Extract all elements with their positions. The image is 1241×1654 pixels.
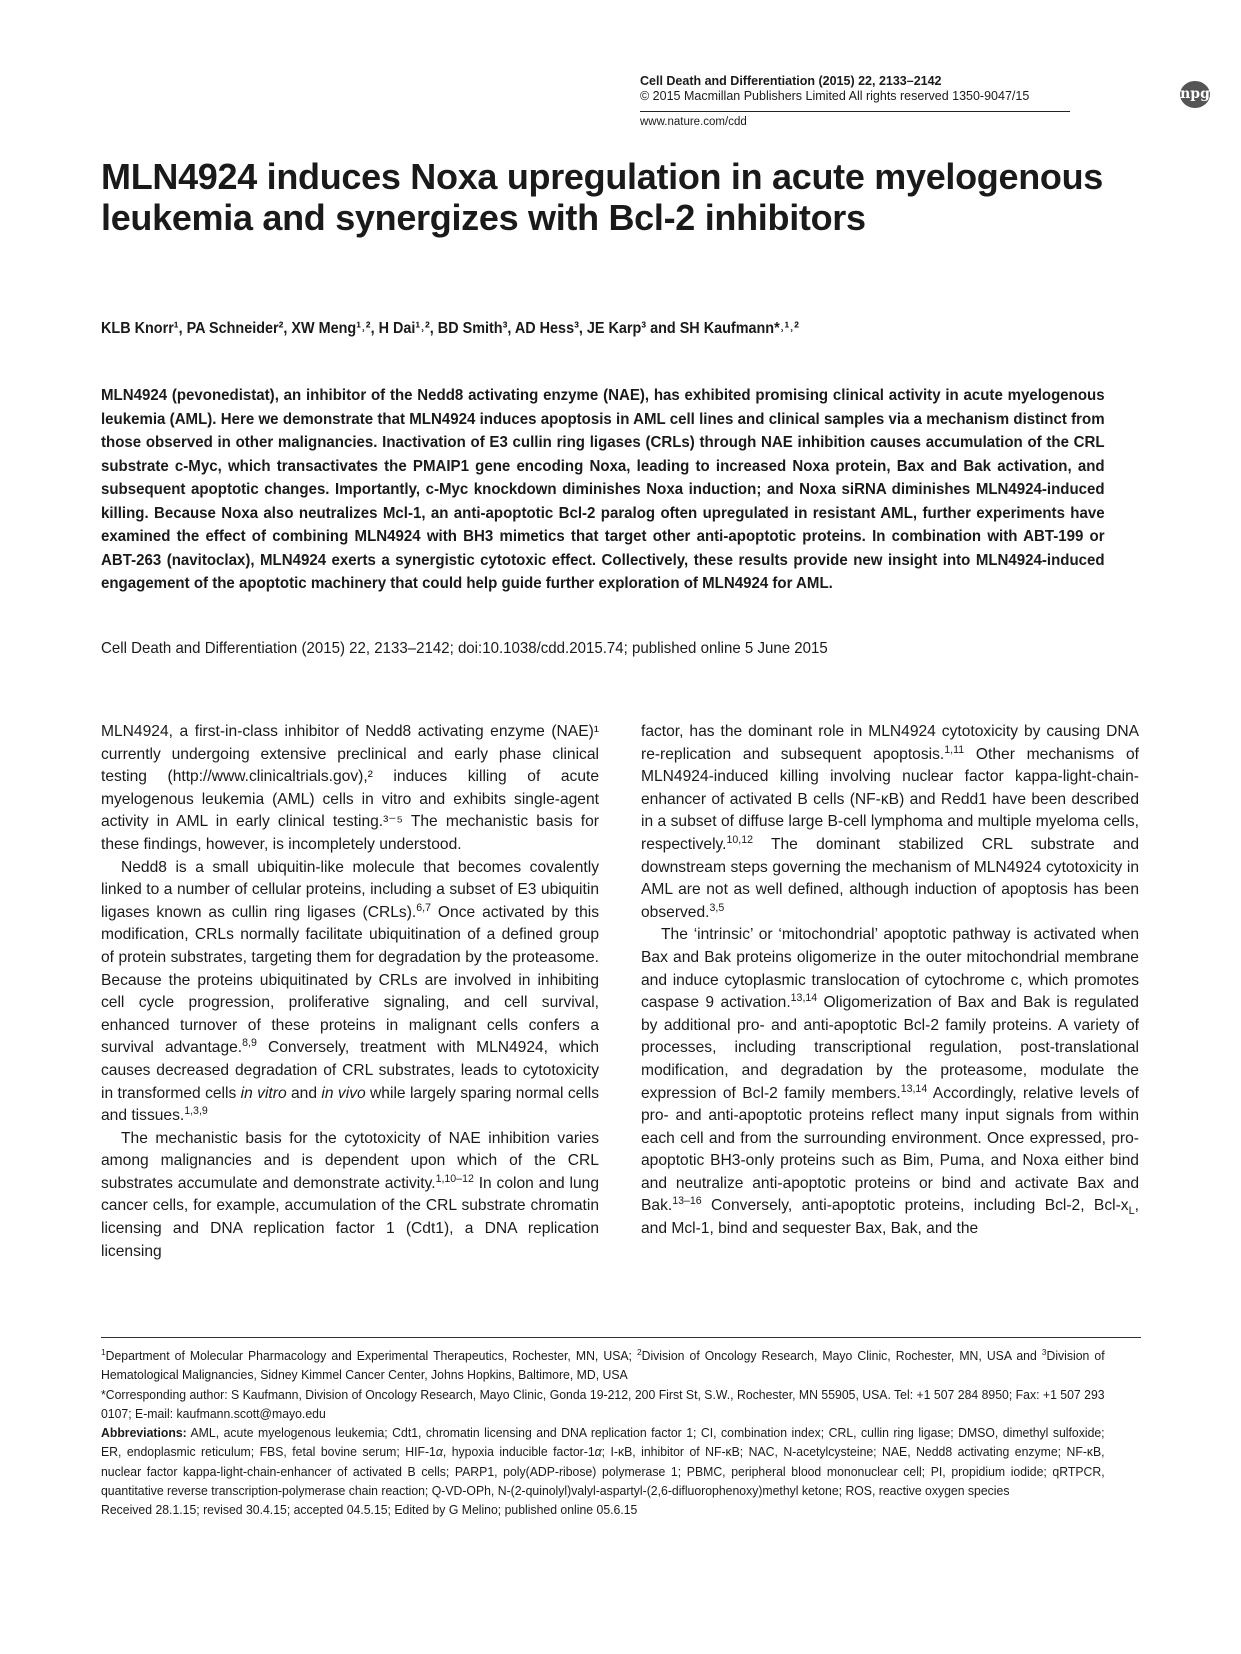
footnotes [101,1347,1105,1521]
corresponding-author: *Corresponding author: S Kaufmann, Division of Oncology Research, Mayo Clinic, Gonda 19-212, 200 First St, S.W., Rochester, MN 55905, USA. Tel: +1 507 284 8950; Fax: +1 507 293 0107; E-mail: kaufmann.scott@mayo.edu [101,1387,1105,1421]
body-column-right [641,721,1139,1241]
article-citation: Cell Death and Differentiation (2015) 22, 2133–2142; doi:10.1038/cdd.2015.74; published online 5 June 2015 [101,640,828,657]
header-rule [640,111,1070,112]
body-column-left [101,721,599,1263]
footnote-rule [101,1337,1141,1338]
article-title: MLN4924 induces Noxa upregulation in acute myelogenous leukemia and synergizes with Bcl-2 inhibitors [101,156,1104,238]
body-paragraph: The mechanistic basis for the cytotoxicity of NAE inhibition varies among malignancies and is dependent upon which of the CRL substrates accumulate and demonstrate activity.$^{1,10-12}$ In colon and lung cancer cells, for example, accumulation of the CRL substrate chromatin licensing and DNA replication factor 1 (Cdt1), a DNA replication licensing [101,1129,599,1260]
abbreviations: Abbreviations: AML, acute myelogenous leukemia; Cdt1, chromatin licensing and DNA replication factor 1; CI, combination index; CRL, cullin ring ligase; DMSO, dimethyl sulfoxide; ER, endoplasmic reticulum; FBS, fetal bovine serum; HIF-1α, hypoxia inducible factor-1α; I-κB, inhibitor of NF-κB; NAC, N-acetylcysteine; NAE, Nedd8 activating enzyme; NF-κB, nuclear factor kappa-light-chain-enhancer of activated B cells; PARP1, poly(ADP-ribose) polymerase 1; PBMC, peripheral blood mononuclear cell; PI, propidium iodide; qRTPCR, quantitative reverse transcription-polymerase chain reaction; Q-VD-OPh, N-(2-quinolyl)valyl-aspartyl-(2,6-difluorophenoxy)methyl ketone; ROS, reactive oxygen species [101,1426,1105,1499]
author-list: KLB Knorr¹, PA Schneider², XW Meng¹˒², H Dai¹˒², BD Smith³, AD Hess³, JE Karp³ and SH Kaufmann*˒¹˒² [101,320,799,337]
body-paragraph: Nedd8 is a small ubiquitin-like molecule that becomes covalently linked to a number of cellular proteins, including a subset of E3 ubiquitin ligases known as cullin ring ligases (CRLs).$^{6,7}$ Once activated by this modification, CRLs normally facilitate ubiquitination of a defined group of protein substrates, targeting them for degradation by the proteasome. Because the proteins ubiquitinated by CRLs are involved in inhibiting cell cycle progression, proliferative signaling, and cell survival, enhanced turnover of these proteins in malignant cells confers a survival advantage.$^{8,9}$ Conversely, treatment with MLN4924, which causes decreased degradation of CRL substrates, leads to cytotoxicity in transformed cells in vitro and in vivo while largely sparing normal cells and tissues.$^{1,3,9}$ [101,858,600,1125]
affiliations: $^1$Department of Molecular Pharmacology and Experimental Therapeutics, Rochester, MN, USA; $^2$Division of Oncology Research, Mayo Clinic, Rochester, MN, USA and $^3$Division of Hematological Malignancies, Sidney Kimmel Cancer Center, Johns Hopkins, Baltimore, MD, USA [101,1346,1105,1383]
received-dates: Received 28.1.15; revised 30.4.15; accepted 04.5.15; Edited by G Melino; published online 05.6.15 [101,1503,638,1518]
body-paragraph: factor, has the dominant role in MLN4924 cytotoxicity by causing DNA re-replication and subsequent apoptosis.$^{1,11}$ Other mechanisms of MLN4924-induced killing involving nuclear factor kappa-light-chain-enhancer of activated B cells (NF-κB) and Redd1 have been described in a subset of diffuse large B-cell lymphoma and multiple myeloma cells, respectively.$^{10,12}$ The dominant stabilized CRL substrate and downstream steps governing the mechanism of MLN4924 cytotoxicity in AML are not as well defined, although induction of apoptosis has been observed.$^{3,5}$ [641,723,1139,921]
body-paragraph: MLN4924, a first-in-class inhibitor of Nedd8 activating enzyme (NAE)¹ currently undergoing extensive preclinical and early phase clinical testing (http://www.clinicaltrials.gov),² induces killing of acute myelogenous leukemia (AML) cells in vitro and exhibits single-agent activity in AML in early clinical testing.³⁻⁵ The mechanistic basis for these findings, however, is incompletely understood. [101,723,599,853]
abstract: MLN4924 (pevonedistat), an inhibitor of the Nedd8 activating enzyme (NAE), has exhibited promising clinical activity in acute myelogenous leukemia (AML). Here we demonstrate that MLN4924 induces apoptosis in AML cell lines and clinical samples via a mechanism distinct from those observed in other malignancies. Inactivation of E3 cullin ring ligases (CRLs) through NAE inhibition causes accumulation of the CRL substrate c-Myc, which transactivates the PMAIP1 gene encoding Noxa, leading to increased Noxa protein, Bax and Bak activation, and subsequent apoptotic changes. Importantly, c-Myc knockdown diminishes Noxa induction; and Noxa siRNA diminishes MLN4924-induced killing. Because Noxa also neutralizes Mcl-1, an anti-apoptotic Bcl-2 paralog often upregulated in resistant AML, further experiments have examined the effect of combining MLN4924 with BH3 mimetics that target other anti-apoptotic proteins. In combination with ABT-199 or ABT-263 (navitoclax), MLN4924 exerts a synergistic cytotoxic effect. Collectively, these results provide new insight into MLN4924-induced engagement of the apoptotic machinery that could help guide further exploration of MLN4924 for AML. [101,387,1105,592]
journal-copyright: © 2015 Macmillan Publishers Limited All rights reserved 1350-9047/15 [640,89,1030,103]
body-paragraph: The ‘intrinsic’ or ‘mitochondrial’ apoptotic pathway is activated when Bax and Bak proteins oligomerize in the outer mitochondrial membrane and induce cytoplasmic translocation of cytochrome c, which promotes caspase 9 activation.$^{13,14}$ Oligomerization of Bax and Bak is regulated by additional pro- and anti-apoptotic Bcl-2 family proteins. A variety of processes, including transcriptional regulation, post-translational modification, and degradation by the proteasome, modulate the expression of Bcl-2 family members.$^{13,14}$ Accordingly, relative levels of pro- and anti-apoptotic proteins reflect many input signals from within each cell and from the surrounding environment. Once expressed, pro-apoptotic BH3-only proteins such as Bim, Puma, and Noxa either bind and neutralize anti-apoptotic proteins or bind and activate Bax and Bak.$^{13-16}$ Conversely, anti-apoptotic proteins, including Bcl-2, Bcl-$x_L$, and Mcl-1, bind and sequester Bax, Bak, and the [641,926,1139,1238]
journal-url[interactable]: www.nature.com/cdd [640,116,747,128]
npg-logo: npg [1180,81,1210,108]
journal-header [640,74,1070,128]
journal-citation: Cell Death and Differentiation (2015) 22, 2133–2142 [640,74,942,88]
